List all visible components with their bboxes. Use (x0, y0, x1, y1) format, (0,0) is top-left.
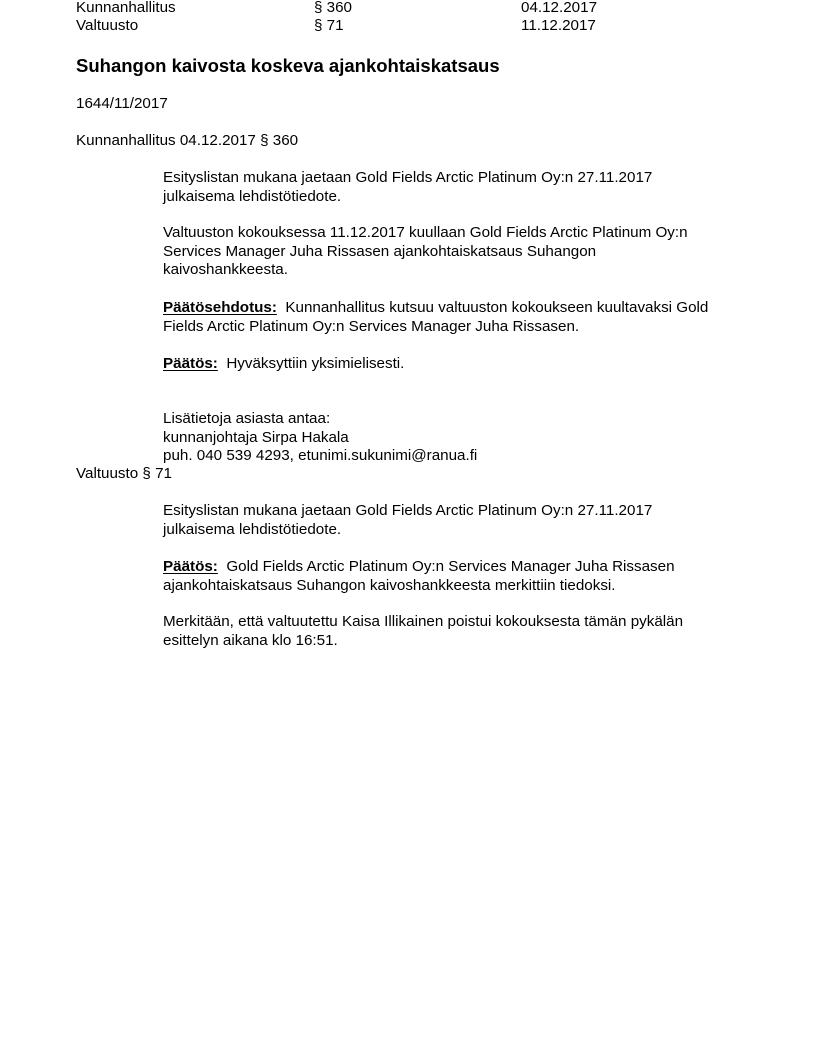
council-decision-line-2: ajankohtaiskatsaus Suhangon kaivoshankkeesta merkittiin tiedoksi. (163, 576, 616, 594)
contact-line-2: kunnanjohtaja Sirpa Hakala (163, 428, 349, 446)
council-decision (163, 558, 753, 595)
council-heading: Valtuusto § 71 (76, 465, 172, 482)
contact-line-1: Lisätietoja asiasta antaa: (163, 410, 331, 427)
document-title: Suhangon kaivosta koskeva ajankohtaiskatsaus (76, 55, 500, 76)
board-paragraph-2 (163, 224, 753, 280)
board-decision (163, 355, 753, 374)
history-section-1: § 360 (314, 0, 353, 16)
contact-line-3: puh. 040 539 4293, etunimi.sukunimi@ranua.fi (163, 447, 478, 464)
board-decision-label: Päätös: (163, 355, 218, 372)
council-note (163, 613, 753, 650)
council-p1-line-1: Esityslistan mukana jaetaan Gold Fields Arctic Platinum Oy:n 27.11.2017 (163, 502, 653, 519)
council-note-line-1: Merkitään, että valtuutettu Kaisa Illikainen poistui kokouksesta tämän pykälän (163, 613, 684, 630)
history-section-2: § 71 (314, 17, 344, 34)
proposal-label: Päätösehdotus: (163, 299, 277, 316)
board-proposal (163, 299, 753, 336)
board-paragraph-1 (163, 169, 753, 206)
history-body-2: Valtuusto (76, 17, 139, 34)
history-body-1: Kunnanhallitus (76, 0, 176, 16)
council-decision-line-1: Gold Fields Arctic Platinum Oy:n Services Manager Juha Rissasen (226, 558, 675, 575)
board-p2-line-3: kaivoshankkeesta. (163, 261, 288, 278)
board-p2-line-1: Valtuuston kokouksessa 11.12.2017 kuullaan Gold Fields Arctic Platinum Oy:n (163, 224, 688, 241)
contact-info (163, 410, 753, 466)
history-date-1: 04.12.2017 (521, 0, 598, 16)
council-p1-line-2: julkaisema lehdistötiedote. (163, 520, 342, 538)
council-note-line-2: esittelyn aikana klo 16:51. (163, 631, 338, 649)
board-p1-line-1: Esityslistan mukana jaetaan Gold Fields Arctic Platinum Oy:n 27.11.2017 (163, 169, 653, 186)
board-decision-text: Hyväksyttiin yksimielisesti. (226, 355, 405, 372)
history-date-2: 11.12.2017 (521, 17, 596, 34)
council-decision-label: Päätös: (163, 558, 218, 575)
board-heading: Kunnanhallitus 04.12.2017 § 360 (76, 132, 299, 149)
record-number: 1644/11/2017 (76, 95, 168, 112)
proposal-text-line-2: Fields Arctic Platinum Oy:n Services Manager Juha Rissasen. (163, 317, 580, 335)
board-p1-line-2: julkaisema lehdistötiedote. (163, 187, 342, 205)
proposal-text-line-1: Kunnanhallitus kutsuu valtuuston kokoukseen kuultavaksi Gold (285, 299, 709, 316)
council-paragraph-1 (163, 502, 753, 539)
board-p2-line-2: Services Manager Juha Rissasen ajankohtaiskatsaus Suhangon (163, 242, 597, 260)
